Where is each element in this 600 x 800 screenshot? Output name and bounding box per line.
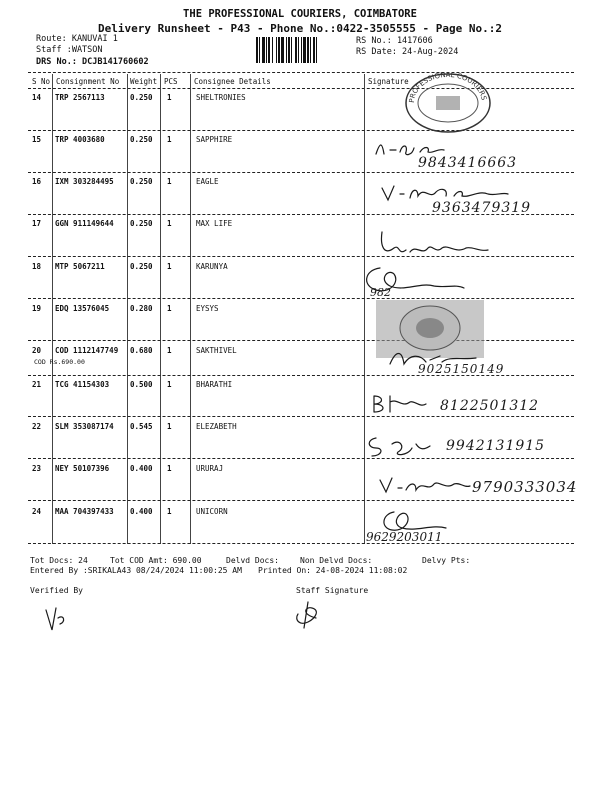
signature-row-23 xyxy=(376,474,476,500)
row-pcs: 1 xyxy=(167,135,172,144)
row-weight: 0.400 xyxy=(130,507,153,516)
row-weight: 0.680 xyxy=(130,346,153,355)
row-cod-note: COD Rs.690.00 xyxy=(34,358,85,366)
row-consignment-no: EDQ 13576045 xyxy=(55,304,110,313)
staff-label: Staff :WATSON xyxy=(36,45,103,55)
row-pcs: 1 xyxy=(167,380,172,389)
partial-phone-row-18: 982 xyxy=(370,286,391,299)
row-consignee: ELEZABETH xyxy=(196,422,237,431)
col-divider-1 xyxy=(52,74,53,544)
phone-row-15: 9843416663 xyxy=(418,155,518,171)
row-pcs: 1 xyxy=(167,464,172,473)
row-weight: 0.250 xyxy=(130,219,153,228)
row-weight: 0.545 xyxy=(130,422,153,431)
total-docs: Tot Docs: 24 xyxy=(30,556,88,565)
delivery-points: Delvy Pts: xyxy=(422,556,471,565)
barcode-image xyxy=(255,37,350,63)
row-consignee: EAGLE xyxy=(196,177,219,186)
row-divider xyxy=(28,416,574,417)
staff-signature xyxy=(290,600,326,630)
row-sno: 15 xyxy=(32,135,42,144)
row-divider xyxy=(28,500,574,501)
route-label: Route: KANUVAI 1 xyxy=(36,34,118,44)
courier-stamp-icon xyxy=(400,72,496,134)
stamp-text: PROFESSIONAL COURIERS xyxy=(407,72,488,104)
row-consignment-no: GGN 911149644 xyxy=(55,219,114,228)
row-pcs: 1 xyxy=(167,304,172,313)
non-delivered-docs: Non Delvd Docs: xyxy=(300,556,373,565)
row-consignee: SHELTRONIES xyxy=(196,93,246,102)
row-pcs: 1 xyxy=(167,507,172,516)
total-cod-amount: Tot COD Amt: 690.00 xyxy=(110,556,202,565)
row-weight: 0.500 xyxy=(130,380,153,389)
row-pcs: 1 xyxy=(167,346,172,355)
drs-number: DRS No.: DCJB141760602 xyxy=(36,57,149,67)
signature-row-22 xyxy=(364,434,444,460)
phone-row-16: 9363479319 xyxy=(432,200,532,216)
row-divider xyxy=(28,543,574,544)
row-consignment-no: MAA 704397433 xyxy=(55,507,114,516)
col-divider-2 xyxy=(127,74,128,544)
row-consignment-no: IXM 303284495 xyxy=(55,177,114,186)
staff-signature-label: Staff Signature xyxy=(296,586,369,595)
row-divider xyxy=(28,298,574,299)
rs-date: RS Date: 24-Aug-2024 xyxy=(356,47,459,57)
verified-by-label: Verified By xyxy=(30,586,83,595)
col-pcs: PCS xyxy=(164,77,178,86)
delivered-docs: Delvd Docs: xyxy=(226,556,279,565)
row-consignee: KARUNYA xyxy=(196,262,228,271)
row-sno: 23 xyxy=(32,464,42,473)
verifier-signature xyxy=(40,604,70,634)
row-consignment-no: TRP 4003680 xyxy=(55,135,105,144)
row-consignment-no: SLM 353087174 xyxy=(55,422,114,431)
row-pcs: 1 xyxy=(167,219,172,228)
row-pcs: 1 xyxy=(167,177,172,186)
row-consignee: EYSYS xyxy=(196,304,219,313)
row-divider xyxy=(28,458,574,459)
row-weight: 0.250 xyxy=(130,262,153,271)
col-divider-4 xyxy=(190,74,191,544)
row-weight: 0.250 xyxy=(130,93,153,102)
company-name: THE PROFESSIONAL COURIERS, COIMBATORE xyxy=(183,8,417,20)
row-divider xyxy=(28,340,574,341)
row-weight: 0.250 xyxy=(130,177,153,186)
phone-row-22: 9942131915 xyxy=(446,438,546,454)
row-consignee: SAKTHIVEL xyxy=(196,346,237,355)
row-divider xyxy=(28,172,574,173)
row-consignment-no: COD 1112147749 xyxy=(55,346,119,355)
row-consignment-no: TRP 2567113 xyxy=(55,93,105,102)
row-sno: 16 xyxy=(32,177,42,186)
entered-by: Entered By :SRIKALA43 08/24/2024 11:00:25 AM xyxy=(30,566,242,575)
row-sno: 21 xyxy=(32,380,42,389)
signature-row-17 xyxy=(376,226,496,266)
row-sno: 20 xyxy=(32,346,42,355)
col-divider-5 xyxy=(364,74,365,544)
col-consignee: Consignee Details xyxy=(194,77,271,86)
row-sno: 18 xyxy=(32,262,42,271)
row-consignee: SAPPHIRE xyxy=(196,135,233,144)
row-weight: 0.280 xyxy=(130,304,153,313)
phone-row-20: 9025150149 xyxy=(418,362,505,376)
col-weight: Weight xyxy=(130,77,158,86)
phone-row-24: 9629203011 xyxy=(366,530,443,544)
col-consignment: Consignment No xyxy=(56,77,120,86)
row-consignment-no: TCG 41154303 xyxy=(55,380,110,389)
row-consignee: MAX LIFE xyxy=(196,219,233,228)
row-weight: 0.400 xyxy=(130,464,153,473)
printed-on: Printed On: 24-08-2024 11:08:02 xyxy=(258,566,408,575)
row-sno: 19 xyxy=(32,304,42,313)
row-sno: 17 xyxy=(32,219,42,228)
rs-number: RS No.: 1417606 xyxy=(356,36,433,46)
signature-row-21 xyxy=(370,392,440,416)
col-divider-3 xyxy=(160,74,161,544)
row-pcs: 1 xyxy=(167,93,172,102)
row-sno: 22 xyxy=(32,422,42,431)
row-pcs: 1 xyxy=(167,422,172,431)
row-sno: 24 xyxy=(32,507,42,516)
runsheet-title: Delivery Runsheet - P43 - Phone No.:0422-3505555 - Page No.:2 xyxy=(98,22,502,35)
row-consignee: BHARATHI xyxy=(196,380,233,389)
col-signature: Signature xyxy=(368,77,409,86)
row-consignee: URURAJ xyxy=(196,464,224,473)
row-sno: 14 xyxy=(32,93,42,102)
row-consignment-no: MTP 5067211 xyxy=(55,262,105,271)
row-pcs: 1 xyxy=(167,262,172,271)
phone-row-21: 8122501312 xyxy=(440,398,540,414)
row-weight: 0.250 xyxy=(130,135,153,144)
row-consignment-no: NEY 50107396 xyxy=(55,464,110,473)
phone-row-23: 9790333034 xyxy=(472,478,578,496)
col-sno: S No xyxy=(32,77,51,86)
row-consignee: UNICORN xyxy=(196,507,228,516)
